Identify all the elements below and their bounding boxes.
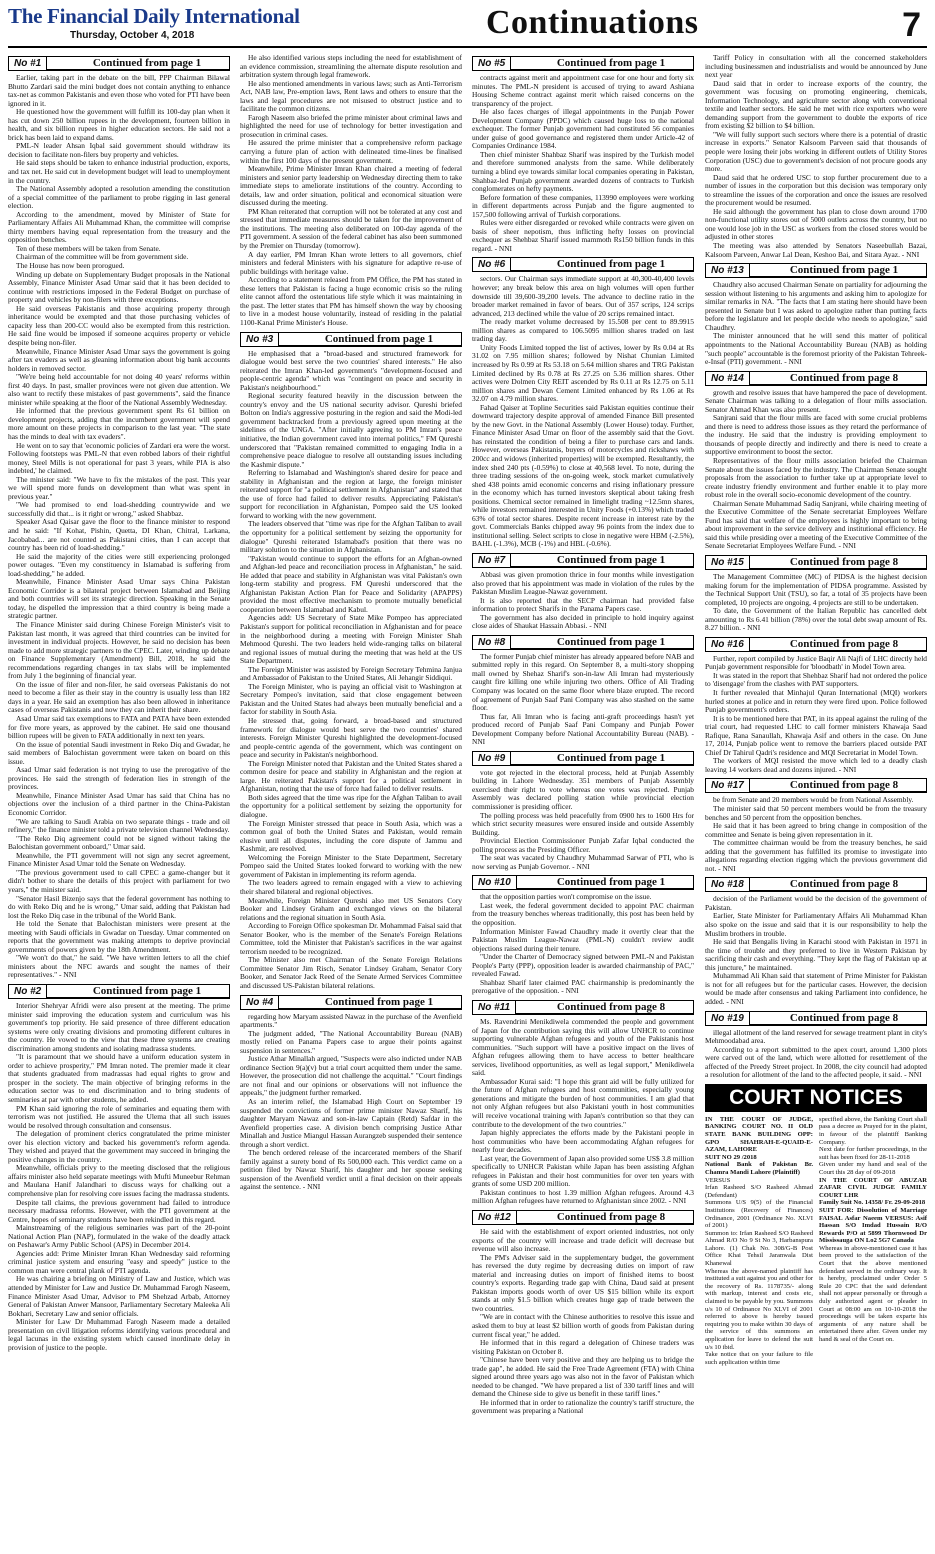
story-body: [472, 653, 694, 747]
paragraph: PM Khan said ignoring the role of seminaries and equating them with terrorism was not justified. He assured the Ulema that all such issues would be resolved through consultation and consensus.: [8, 1103, 230, 1130]
paragraph: He said although the government has plan to close down around 1700 non-functional utility stores out of 5000 outlets across the country, but no one would lose job in the USC as workers from the closed stores would be adjusted in other stores: [705, 206, 927, 242]
paragraph: Last year, the Government of Japan also provided some US$ 3.8 million specifically to UNHCR Pakistan while Japan has been assisting Afghan refugees in Pakistan and their host communities for over ten years with grants of some USD 200 million.: [472, 1153, 694, 1189]
paragraph: According to a report submitted to the apex court, around 1,300 plots were carved out of the land, which were allotted for resettlement of the affected of the Preedy Street project. In 2008, the city council had adopted a resolution for allotment of the land to the affected people, it said. - NNI: [705, 1044, 927, 1080]
notice-line: National Bank of Pakistan Br. Chamra Mandi Lahore (Plaintiff): [705, 1161, 813, 1176]
paragraph: He said that it has been agreed to bring change in composition of the committee and Senate is being given representation in it.: [705, 821, 927, 839]
story-number: No #16: [706, 638, 750, 651]
paragraph: It is to be mentioned here that PAT, in its appeal against the ruling of the trial court, had requested LHC to call former ministers Khawaja Saad Rafique, Rana Sanaullah, Khawaja Asif and others in the case. On June 17, 2014, Punjab police went to remove the barriers placed outside PAT Chief Dr Tahirul Qadri's residence and MQI Secretariat in Model Town.: [705, 713, 927, 757]
story-number: No #3: [241, 333, 279, 346]
paragraph: He said that Bengalis living in Karachi stood with Pakistan in 1971 in the time of trouble and they preferred to live in Western Pakistan by sacrificing their cash and everything. "They kept the flag of Pakistan up at this juncture," he maintained.: [705, 937, 927, 972]
story-number: No #11: [473, 1001, 516, 1014]
story-body: [705, 895, 927, 1006]
notice-line: Whereas the above-named plaintiff has instituted a suit against you and other for the recovery of Rs. 1178735/- along with markup, interest and costs etc, claimed to be payable by you. Summons u/s 10 of Ordinance No XLVI of 2001 referred to above is hereby issued requiring you to make within 30 days of the service of this summons an application for leave to defend the suit u/s 10 ibid.: [705, 1267, 813, 1351]
paragraph: The minister said: "We have to fix the mistakes of the past. This year we will spend more funds on development than what was spent in previous year.": [8, 474, 230, 501]
paragraph: He emphasised that a "broad-based and structured framework for dialogue would best serve the two countries' shared interests." He also reiterated the Imran Khan-led government's "development-focused and people-centric agenda" which was "contingent on peace and security in Pakistan's neighbourhood.": [240, 348, 462, 392]
paragraph: Meanwhile, Finance Minister Asad Umar says the government is going after tax evaders as well as gleaning information about big bank accounts holders in removed sector.: [8, 346, 230, 373]
continuation-header: [705, 263, 927, 278]
paragraph: It is also reported that the SECP chairman had provided false information to protect Sharifs in the Panama Papers case.: [472, 595, 694, 614]
continuation-header: [472, 1210, 694, 1225]
paragraph: "We are in contact with the Chinese authorities to resolve this issue and asked them to buy at least $2 billion worth of goods from Pakistan during current fiscal year," he added.: [472, 1312, 694, 1339]
paragraph: As an interim relief, the Islamabad High Court on September 19 suspended the convictions of former prime minister Nawaz Sharif, his daughter Maryam Nawaz and son-in-law Captain (Retd) Safdar in the Avenfield properties case. A division bench comprising Justice Athar Minallah and Justice Miangul Hassan Aurangzeb suspended their sentence through a short verdict.: [240, 1096, 462, 1149]
paragraph: It was stated in the report that Shehbaz Sharif had not ordered the police to 'disengage' from the clashes with PAT supporters.: [705, 670, 927, 689]
story: [705, 778, 927, 873]
story: [472, 56, 694, 253]
story-number: No #17: [706, 779, 750, 792]
continued-label: Continued from page 1: [789, 264, 899, 277]
notice-line: Take notice that on your failure to file such application within time: [705, 1351, 813, 1366]
paragraph: The polling process was held peacefully from 0900 hrs to 1600 Hrs for which strict security measures were ensured inside and outside Assembly Building.: [472, 810, 694, 837]
paragraph: The committee chairman would be from the treasury benches, he said adding that the government has fulfilled its promise to investigate into allegations regarding election rigging which the previous government did not. - NNI: [705, 838, 927, 873]
paragraph: Ms. Ravendrini Menikdiwela commended the people and government of Japan for the contribution saying this will allow UNHCR to continue supporting vulnerable Afghan refugees and youth of the Pakistanis host communities. "Such support will have a positive impact on the lives of Afghan refugees allowing them to have access to better healthcare services, livelihood opportunities, as well as legal support," Menikdiwela said.: [472, 1016, 694, 1078]
paragraph: "The previous government used to call CPEC a game-changer but it didn't bother to share the details of this project with parliament for two years," the minister said.: [8, 867, 230, 894]
paragraph: He also identified various steps including the need for establishment of an evidence commission, streamlining the alternate dispute resolution and arbitration system through legal framework.: [240, 54, 462, 80]
continued-label: Continued from page 8: [556, 1210, 666, 1223]
continuation-header: [8, 56, 230, 71]
paragraph: The leaders observed that "time was ripe for the Afghan Taliban to avail the opportunity for a political settlement by seizing the opportunity for dialogue" Qureshi reiterated Islamabad's position that there was no military solution to the situation in Afghanistan.: [240, 519, 462, 555]
continuation-header: [705, 555, 927, 570]
paragraph: "We had promised to end load-shedding countrywide and we successfully did that... is it right or wrong," asked Shabbaz.: [8, 500, 230, 518]
paragraph: The PM's Adviser said in the supplementary budget, the government has reversed the duty regime by decreasing duties on import of raw material and increasing duties on import of finished items to boost country's exports. Regarding trade gap with China, Daud said at present Pakistan imports goods worth of over US $15 billion while its export stands at only $1.5 billion which creates huge gap of trade between the two countries.: [472, 1252, 694, 1313]
continuation-header: [705, 778, 927, 793]
paragraph: The National Assembly adopted a resolution amending the constitution of a special committee of the parliament to probe rigging in last general election.: [8, 184, 230, 211]
paragraph: The workers of MQI resisted the move which led to a deadly clash leaving 14 workers dead and dozens injured. - NNI: [705, 756, 927, 774]
story: [472, 257, 694, 549]
story-body: [705, 281, 927, 366]
paragraph: A day earlier, PM Imran Khan wrote letters to all governors, chief ministers and federal Ministers with his signature for adaptive re-use of public buildings with heritage value.: [240, 249, 462, 276]
paragraph: Both sides agreed that the time was ripe for the Afghan Taliban to avail the opportunity for a political settlement by seizing the opportunity for dialogue.: [240, 792, 462, 820]
notice-line: Next date for further proceedings, in the suit has been fixed for 28-11-2018: [819, 1146, 927, 1161]
paragraph: Daud said that in order to increase exports of the country, the government was focusing on promoting engineering, chemicals, Information Technology, and agriculture sector along with conventional textile and leather sectors. He said he met with rice exporters who were demanding support from the government to double the exports of rice from existing $2 billion to $4 billion.: [705, 78, 927, 131]
paragraph: be from Senate and 20 members would be from National Assembly.: [713, 795, 914, 805]
continued-label: Continued from page 1: [556, 751, 666, 764]
story: [472, 635, 694, 747]
continued-label: Continued from page 1: [556, 635, 666, 648]
paragraph: Ambassador Kurai said: "I hope this grant aid will be fully utilized for the future of Afghan refugees and host communities, especially young generations and mitigate the burden of host communities. I am glad that not only Afghan refugees but also Pakistani youth in host communities will receive vocational training with Japan's contribution so that they can contribute to the development of the two countries.": [472, 1076, 694, 1129]
story-body: [705, 389, 927, 551]
paragraph: He informed that in this regard a delegation of Chinese traders was visiting Pakistan on October 8.: [472, 1338, 694, 1356]
story: [705, 263, 927, 366]
notice-line: SUIT NO 29 /2018: [705, 1153, 757, 1161]
continued-label: Continued from page 1: [556, 553, 666, 566]
notice-line: Summon to: Irfan Rasheed S/O Rasheed Ahmad R/O No 9 St No 3, Harbanspura Lahore. (1) Chak No. 308/G-B Post Office Khai Tehsil Jaranwala Dist Khanewal: [705, 1229, 813, 1268]
column-4-stories: [705, 54, 927, 1080]
paragraph: Interior Shehryar Afridi were also present at the meeting. The prime minister said improving the education system and curriculum was his government's top priority. He said presence of three different education systems were only creating divisions and promoting different cultures in the country. He vowed to the view that these three systems are creating discrimination among students and isolating madrassa students.: [8, 1000, 230, 1053]
story-number: No #13: [706, 264, 750, 277]
masthead: [8, 4, 927, 48]
paragraph: The minister said that 50 percent members would be from the treasury benches and 50 percent from the opposition benches.: [705, 804, 927, 822]
notice-line: Family Suit No. 14358/ Fr. 29-09-2018: [819, 1199, 926, 1207]
paragraph: The bench ordered release of the incarcerated members of the Sharif family against a surety bond of Rs 500,000 each. This verdict came on a petition filed by Nawaz Sharif, his daughter and her spouse seeking suspension of the Avenfield verdict until a final decision on their appeals against the sentence. - NNI: [240, 1148, 462, 1192]
continued-label: Continued from page 8: [789, 371, 899, 384]
notice-line: IN THE COURT OF JUDGE, BANKING COURT NO. II OLD STATE BANK BUILDING OPP: GPO SHAHRAH-E-QUAID-E-AZAM, LAHORE: [705, 1115, 813, 1154]
story-number: No #5: [473, 57, 511, 70]
paragraph: He said steps should be taken to enhance industrial production, exports, and tax net. He said cut in development budget will lead to unemployment in the country.: [8, 158, 230, 185]
paragraph: The two leaders agreed to remain engaged with a view to achieving their shared bilateral and regional objectives.: [240, 878, 462, 896]
story-number: No #2: [9, 985, 47, 998]
story: [472, 553, 694, 631]
story-number: No #8: [473, 636, 511, 649]
paragraph: "We will fully support such sectors where there is a potential of drastic increase in exports." Senator Kalsoom Parveen said that thousands of people were losing their jobs working in different outlets of Utility Stores Corporation (USC) due to government's decision of not procure goods any more.: [705, 129, 927, 174]
story-body: [472, 74, 694, 253]
paragraph: The meeting was also attended by Senators Naseebullah Bazai, Kalsoom Parveen, Anwar Lal Dean, Keshoo Bai, and Sitara Ayaz. - NNI: [705, 241, 927, 259]
continuation-header: [240, 995, 462, 1010]
continuation-header: [705, 1011, 927, 1026]
continuation-header: [8, 984, 230, 999]
continued-label: Continued from page 8: [789, 878, 899, 891]
continued-label: Continued from page 8: [789, 1011, 899, 1024]
story: [8, 56, 230, 980]
story-number: No #7: [473, 554, 511, 567]
paragraph: The Foreign Minister, who is paying an official visit to Washington at Secretary Pompeo's invitation, said that close engagement between Pakistan and the United States had always been mutually beneficial and a factor for stability in South Asia.: [240, 681, 462, 717]
paragraph: He informed that in order to rationalize the country's tariff structure, the government was preparing a National: [472, 1397, 694, 1416]
paragraph: Mainstreaming of the religious seminaries was part of the 20-point National Action Plan (NAP), formulated in the wake of the deadly attack on Peshawar's Army Public School (APS) in December 2014.: [8, 1223, 230, 1250]
paragraph: Information Minister Fawad Chaudhry made it overtly clear that the Pakistan Muslim League-Nawaz (PML-N) couldn't review audit objections raised during their tenure.: [472, 926, 694, 953]
paragraph: Rules were either disregarded or revoked while contracts were given on basis of sheer nepotism, thus inflicting hefty losses on provincial exchequer as Shehbaz Sharif issued mammoth Rs150 billion funds in this regard. - NNI: [472, 218, 694, 253]
continuation-header: [705, 877, 927, 892]
continuation-header: [472, 1000, 694, 1015]
story-body: [8, 1002, 230, 1352]
notice-line: IN THE COURT OF ABUZAR ZAFAR CIVIL JUDGE FAMILY COURT LHR: [819, 1176, 927, 1199]
paragraph: "Chinese have been very positive and they are helping us to bridge the trade gap", he added. He said the Free Trade Agreement (FTA) with China signed around three years ago was also not in the favor of Pakistan which needed to be changed. "We have prepared a list of 330 tariff lines and will demand the Chinese side to give us benefit in these tariff lines.": [472, 1355, 694, 1399]
story: [705, 555, 927, 633]
continuation-header: [472, 553, 694, 568]
story-body: [705, 573, 927, 633]
paragraph: Before formation of these companies, 113990 employees were working in different departments across Punjab and the figure augmented to 157,500 following arrival of Turkish corporations.: [472, 192, 694, 219]
paragraph: He was chairing a briefing on Ministry of Law and Justice, which was attended by Minister for Law and Justice Dr. Muhammad Farogh Naseem, Finance Minister Asad Umar, Advisor to PM Shehzad Arbab, Attorney General of Pakistan Anwer Mansoor, Parliamentary Secretary Maleeka Ali Bokhari, Secretary Law and senior officials.: [8, 1274, 230, 1318]
paragraph: Meanwhile, the PTI government will not sign any secret agreement, Finance Minister Asad Umar told the Senate on Wednesday.: [8, 850, 230, 869]
continued-label: Continued from page 1: [556, 57, 666, 69]
court-notices: [705, 1116, 927, 1367]
continuation-header: [472, 56, 694, 71]
paragraph: Earlier, State Minister for Parliamentary Affairs Ali Muhammad Khan also spoke on the issue and said that it is our responsibility to help the Muslim brothers in trouble.: [705, 911, 927, 938]
story-number: No #10: [473, 876, 517, 889]
story-number: No #15: [706, 556, 750, 569]
continuation-header: [240, 332, 462, 347]
notice-line: Given under my hand and seal of the Court this 28 day of 09-2018: [819, 1161, 927, 1176]
paragraph: The House has now been prorogued.: [16, 261, 125, 271]
paragraph: Chaudhry also accused Chairman Senate on partiality for adjourning the session without listening to his arguments and asking him to apologize for similar remarks in NA. "The facts that I am stating here should have been presented in Senate but I was asked to apologize rather than putting facts before the legislature and let people decide who needs to apologize," said Chaudhry.: [705, 280, 927, 332]
story-body: [472, 893, 694, 996]
paragraph: He stressed that, going forward, a broad-based and structured framework for dialogue would best serve the two countries' shared interests. Foreign Minister Qureshi highlighted the development-focused and people-centric agenda of the government, which was contingent on peace and security in Pakistan's neighborhood.: [240, 716, 462, 760]
continued-label: Continued from page 8: [789, 637, 899, 650]
paragraph: The government has also decided in principle to hold inquiry against close aides of Shaukat Hassain Abbasi. - NNI: [472, 612, 694, 631]
story-number: No #6: [473, 258, 511, 271]
column-2: [240, 54, 462, 1550]
paragraph: It further revealed that Minhajul Quran International (MQI) workers hurled stones at police and in return they were fired upon. Police followed Punjab government's orders.: [705, 688, 927, 715]
paragraph: growth and resolve issues that have hampered the pace of development. Senate Chairman was talking to a delegation of flour mills association. Senator Ahmad Khan was also present.: [705, 387, 927, 414]
paragraph: To date, the Government of the Italian Republic has cancelled debt amounting to Rs 6.41 billion (78%) over the total debt swap amount of Rs. 8.27 billion. - NNI: [705, 606, 927, 633]
paragraph: According to the amendment, moved by Minister of State for Parliamentary Affairs Ali Muhammad Khan, the committee will comprise thirty members having equal representation from the treasury and the opposition benches.: [8, 209, 230, 245]
story: [705, 637, 927, 775]
paragraph: Chairman Senate Muhammad Sadiq Sanjrani, while chairing meeting of the Executive Committee of the Senate secretariat Employees Welfare Fund has said that welfare of the employees is highly important to bring about improvement in the service delivery and institutional efficiency. He said this while presiding over a meeting of the Executive Committee of the Senate Secretariat Employees Welfare Fund. - NNI: [705, 498, 927, 551]
story-number: No #4: [241, 996, 279, 1009]
continuation-header: [472, 635, 694, 650]
column-3: [472, 54, 694, 1550]
paragraph: Fahad Qaiser at Topline Securities said Pakistan equities continue their downward trajectory despite approval of amended Finance Bill presented by the new Govt. in the National Assembly (Lower House) today. Further, Finance Minister Asad Umar on floor of the assembly said that the Govt. has reinstated the condition of being a filer to purchase cars and lands. However, overseas Pakistanis, buyers of motorcycles and rickshaws with 200cc and widows (inherited properties) will be exempted. Resultantly, the index shed 240 pts (-0.59%) to close at 40,568 level. To note, during the three trading sessions of the on-going week, stock market cumulatively shed 438 points amid economic concerns and rising inflationary pressure in the economy which has turned investors skeptical about taking fresh positions. Chemical sector remained in limelight trading ~12.5mn shares, while investors remained interested in Unity Foods (+0.13%) which traded 63% of total sector shares. Despite recent increase in interest rate by the govt. Commercials Banks chipped away 96 points from the index due to institutional selling. Select scripts to close in negative were HBM (-2.5%), BAHL (-1.3%), MCB (-1%) and HBL (-0.6%).: [472, 402, 694, 549]
paragraph: Asad Umar said federation is not trying to use the prerogative of the provinces. He said the strength of federation lies in strength of the provinces.: [8, 765, 230, 792]
notice-line: Irfan Rasheed S/O Rasheed Ahmad (Defendant): [705, 1184, 813, 1199]
story-body: [705, 54, 927, 259]
paragraph: PML-N leader Ahsan Iqbal said government should withdraw its decision to facilitate non-filers buy property and vehicles.: [8, 141, 230, 159]
continued-label: Continued from page 1: [556, 258, 666, 271]
paragraph: sectors. Our Chairman says immediate support at 40,300-40,400 levels however; any break below this area on high volumes will open further downside till 39,600-39,200 levels. The advance to decline ratio in the broader market remained in favor of bears. Out of 357 scrips, 124 scrips advanced, 213 declined while the value of 20 scrips remained intact.: [472, 274, 694, 318]
paragraph: According to Foreign Office spokesman Dr. Mohammad Faisal said that Senator Booker, who is the member of the Senate's Foreign Relations Committee, told the Minister that Pakistan's sacrifices in the war against terrorism needed to be recognized.: [240, 921, 462, 956]
paragraph: Speaker Asad Qaisar gave the floor to the finance minister to respond and he said: "If Kohat, Pishin, Quetta, DI Khan, Chitral, Larkana, Jacobabad... are not counted as Pakistani cities, than I can accept that country has been rid of load-shedding.": [8, 517, 230, 553]
paragraph: Ten of these members will be taken from Senate.: [16, 243, 161, 253]
story: [472, 1000, 694, 1206]
paragraph: "We won't do that," he said. "We have written letters to all the chief ministers about the NFC awards and sought the names of their representatives." - NNI: [8, 953, 230, 980]
paragraph: Japan highly appreciates the efforts made by the Pakistani people in host communities who have been accommodating Afghan refugees for nearly four decades.: [472, 1128, 694, 1155]
paragraph: He assured the prime minister that a comprehensive reform package carrying a future plan of action with delineated time-lines be finalised within the first 100 days of the present government.: [240, 138, 462, 165]
paragraph: that the opposition parties won't compromise on the issue.: [480, 892, 652, 902]
paragraph: Referring to Islamabad and Washington's shared desire for peace and stability in Afghanistan and the region at large, the foreign minister reiterated support for "a political settlement in Afghanistan" and stated that the use of force had failed to deliver results. Appreciating Pakistan's support for reconciliation in Afghanistan, Pompeo said the US looked forward to working with the new government.: [240, 468, 462, 520]
story: [705, 371, 927, 551]
story: [472, 875, 694, 996]
paragraph: The Finance Minister said during Chinese Foreign Minister's visit to Pakistan last month, it was agreed that third countries can be invited for investment in individual projects. However, he said no decision has been made to add more strategic partners to the CPEC. Later, winding up debate on Finance Supplementary (Amendment) Bill, 2018, he said the recommendations regarding changes in tax slabs will be implemented from July 1 the beginning of financial year.: [8, 620, 230, 681]
paragraph: Farogh Naseem also briefed the prime minister about criminal laws and highlighted the need for use of technology for better investigation and prosecution in criminal cases.: [240, 112, 462, 139]
continuation-header: [472, 875, 694, 890]
story-number: No #12: [473, 1211, 517, 1224]
story: [705, 877, 927, 1006]
continued-label: Continued from page 1: [92, 984, 202, 997]
paragraph: Provincial Election Commissioner Punjab Zafar Iqbal conducted the polling process as the Presiding Officer.: [472, 836, 694, 854]
paragraph: He said with the establishment of export oriented industries, not only exports of the country will increase and trade deficit will decrease but revenue will also increase.: [472, 1226, 694, 1254]
paragraph: Despite tall claims, the previous government had failed to introduce necessary madrassa reforms. However, with the PTI government at the Centre, hopes of seminary students have been rekindled in this regard.: [8, 1197, 230, 1224]
paragraph: The minister announced that he will send this matter of political appointments to the National Accountability Bureau (NAB) as holding "such people" accountable is the foremost priority of the Pakistan Tehreek-e-Insaf (PTI) government. - NNI: [705, 331, 927, 367]
paragraph: Agencies add: US Secretary of State Mike Pompeo has appreciated Pakistan's support for political reconciliation in Afghanistan and for peace in the neighborhood during a meeting with Foreign Minister Shah Mehmood Qureshi. The two leaders held wide-ranging talks on bilateral and regional issues of mutual during the meeting that was held at the US State Department.: [240, 613, 462, 666]
paragraph: He also faces charges of illegal appointments in the Punjab Power Development Company (PPDC) which caused huge loss to the national exchequer. The former Punjab government had constituted 56 companies under guise of good governance and registered them under Article-42 of Companies Ordinance 1984.: [472, 107, 694, 151]
paragraph: Agencies add: Prime Minister Imran Khan Wednesday said reforming criminal justice system and ensuring "easy and speedy" justice to the common man were central plank of PTI agenda.: [8, 1248, 230, 1275]
paragraph: vote got rejected in the electoral process, held at Punjab Assembly building in Lahore Wednesday. 351 members of Punjab Assembly exercised their right to vote whereas one votes was rejected. Punjab Assembly was declared polling station while provincial election commissioner is presiding officer.: [472, 767, 694, 812]
paragraph: Earlier, taking part in the debate on the bill, PPP Chairman Bilawal Bhutto Zardari said the mini budget does not contain anything to enhance tax-net as common Pakistanis and even those who voted for PTI have been ignored in it.: [8, 73, 230, 108]
paragraph: "It is paramount that we should have a uniform education system in order to achieve prosperity," PM Imran noted. The premier made it clear that students graduated from madrassas had equal rights to grow and prosper in the society. The main objective of bringing reforms in the education sector was to end discrimination and to bring students of seminaries at par with other students, he added.: [8, 1052, 230, 1104]
paragraph: He said the majority of the cities were still experiencing prolonged power outages. "Even my constituency in Islamabad is suffering from load-shedding," he added.: [8, 551, 230, 578]
paragraph: He questioned how the government will fulfill its 100-day plan when it has cut down 250 billion rupees in the development, fourteen billion in health, and six billion rupees in higher education sectors. He said not a brick has been laid to expand dams.: [8, 107, 230, 142]
story: [240, 332, 462, 991]
paragraph: Minister for Law Dr Muhammad Farogh Naseem made a detailed presentation on civil litigation reforms identifying various procedural and legal lacunas in the existing system which caused inordinate delay in provision of justice to the people.: [8, 1317, 230, 1352]
continued-label: Continued from page 1: [324, 995, 434, 1008]
story: [705, 54, 927, 259]
story-body: [705, 796, 927, 873]
paragraph: Meanwhile, Finance Minister Asad Umar says China Pakistan Economic Corridor is a bilateral project between Islamabad and Beijing and both countries will set its strategic direction. Speaking in the Senate today, he dispelled the impression that a third country is being made a strategic partner.: [8, 577, 230, 621]
continuation-header: [705, 637, 927, 652]
paragraph: He informed that the previous government spent Rs 61 billion on development projects, adding that the incumbent government will spend more amount on these projects in comparison to the last year. "The state has the minds to deal with tax evaders".: [8, 406, 230, 441]
story-number: No #14: [706, 372, 750, 385]
story-number: No #9: [473, 752, 511, 765]
paragraph: decision of the Parliament would be the decision of the government of Pakistan.: [705, 894, 927, 912]
court-notice-left: [705, 1116, 813, 1367]
issue-date: Thursday, October 4, 2018: [70, 30, 195, 41]
paragraph: "We are talking to Saudi Arabia on two separate things - trade and oil refinery," the finance minister told a private television channel Wednesday.: [8, 816, 230, 835]
story-number: No #18: [706, 878, 750, 891]
continuation-header: [472, 257, 694, 272]
paragraph: "Senator Hasil Bizenjo says that the federal government has nothing to do with Reko Diq and he is wrong," Umar said, adding that Pakistan had lost the Reko Diq case in the tribunal of the World Bank.: [8, 893, 230, 920]
paragraph: Asad Umar said tax exemptions to FATA and PATA have been extended for five more years, as approved by the cabinet. He said one thousand billion rupees will be given to FATA additionally in next ten years.: [8, 714, 230, 741]
paragraph: The Foreign Minister stressed that peace in South Asia, which was a common goal of both the United States and Pakistan, would remain elusive until all disputes, including the core dispute of Jammu and Kashmir, are resolved.: [240, 818, 462, 854]
notice-line: SUIT FOR: Dissolution of Marriage FAISAL Asfar Naeem VERSUS: Asif Hassan S/O Imdad Hussain R/O Rewards P/O at 5899 Thornwood Dr Mississauga ON Lo2 5G7 Canada: [819, 1206, 927, 1245]
paragraph: The Management Committee (MC) of PIDSA is the highest decision making forum for the implementation of PIDSA programme. Assisted by the Technical Support Unit (TSU), so far, a total of 35 projects have been completed, 10 projects are ongoing, 4 projects are still to be undertaken.: [705, 571, 927, 607]
paragraph: On the issue of filer and non-filer, he said overseas Pakistanis do not need to become a filer as their stay in the country is usually less than 182 days in a year. He said an exemption has also been allowed in inheritance cases of overseas Pakistanis and now they can inherit their share.: [8, 679, 230, 715]
paragraph: Muhammad Ali Khan said that statement of Prime Minister for Pakistan is not for all refugees but for the particular cases. However, the decision would be made after consensus and taking Parliament into confidence, he added. - NNI: [705, 971, 927, 1006]
story-body: [240, 350, 462, 991]
court-notices-banner: COURT NOTICES: [705, 1084, 927, 1112]
paragraph: Abbasi was given promotion thrice in four months while investigation also proved that his appointment was made in violation of the rules by the Pakistan Muslim League-Nawaz government.: [472, 569, 694, 597]
paragraph: "Under the Charter of Democracy signed between PML-N and Pakistan People's Party (PPP), opposition leader is awarded chairmanship of PAC," revealed Fawad.: [472, 952, 694, 979]
continued-label: Continued from page 8: [789, 779, 899, 792]
story-number: No #1: [9, 57, 47, 70]
paragraph: Daud said that he ordered USC to stop further procurement due to a number of issues in the corporation but this decision was temporary only to streamline the issues of the corporation and once the issues are resolved the procurement would be resumed.: [705, 172, 927, 208]
paragraph: Then chief minister Shahbaz Sharif was inspired by the Turkish model and therefore summoned analysts from the same. While deliberately turning a blind eye towards similar local companies operating in Pakistan, Shahbaz-led Punjab government awarded dozens of contracts to Turkish conglomerates on hefty payments.: [472, 149, 694, 194]
paragraph: He said overseas Pakistanis and those acquiring property through inheritance would be exempted and that those purchasing vehicles of capacity less than 200-CC would also be exempted from this restriction. He said fine would be imposed if someone acquires property or vehicle despite being non-filer.: [8, 303, 230, 347]
story: [472, 1210, 694, 1416]
continued-label: Continued from page 1: [92, 57, 202, 69]
notice-line: specified above, the Banking Court shall pass a decree as Prayed for in the plaint, in favour of the plaintiff Banking Company.: [819, 1115, 927, 1146]
paragraph: PM Khan reiterated that corruption will not be tolerated at any cost and stressed that immediate measures should be taken for the improvement of the institutions. The meeting also deliberated on 100-day agenda of the PTI government. A session of the federal cabinet has also been summoned by the Premier on Thursday (tomorrow).: [240, 206, 462, 251]
notice-line: Whereas in above-mentioned case it has been proved to the satisfaction of the Court that the above mentioned defendant served in the ordinary way. It is hereby, proclaimed under Order 5 Rule 20 CPC that the said defendant shall not appear personally or through a duly authorized agent or pleader in Court at 08:00 am on 10-10-2018 the proceedings will be taken exparte his arguments of any nature shall be entertained there after. Given under my hand & seal of the Court on.: [819, 1244, 927, 1343]
paragraph: illegal allotment of the land reserved for sewage treatment plant in city's Mehmoodabad area.: [705, 1027, 927, 1046]
story-body: [705, 655, 927, 775]
page-number: 7: [902, 6, 921, 44]
continued-label: Continued from page 8: [789, 555, 899, 568]
section-title: Continuations: [486, 4, 699, 41]
continuation-header: [472, 751, 694, 766]
paragraph: The Foreign Minister noted that Pakistan and the United States shared a common desire for peace and stability in Afghanistan and the region at large. He reiterated Pakistan's support for a political settlement in Afghanistan, noting that the use of force had failed to deliver results.: [240, 758, 462, 794]
paragraph: Further, report compiled by Justice Baqir Ali Najfi of LHC directly held Punjab government responsible for 'bloodbath' in Model Town area.: [705, 653, 927, 672]
paragraph: regarding how Maryam assisted Nawaz in the purchase of the Avenfield apartments.": [240, 1011, 462, 1030]
paragraph: The ready market volume decreased by 15.508 per cent to 89.9915 million shares as compared to 106.5095 million shares traded on last trading day.: [472, 317, 694, 344]
continuation-header: [705, 371, 927, 386]
newspaper-title: The Financial Daily International: [8, 4, 300, 28]
paragraph: Unity Foods Limited topped the list of actives, lower by Rs 0.04 at Rs 31.02 on 7.95 million shares; followed by Nishat Chunian Limited increased by Rs 0.99 at Rs 53.18 on 5.64 million shares and TRG Pakistan Limited declined by Rs 0.78 at Rs 27.25 on 5.36 million shares. Other actives were Dolmen City REIT ascended by Rs 0.11 at Rs 12.75 on 5.11 million shares and Dewan Cement Limited enhanced by Rs 1.06 at Rs 32.07 on 4.79 million shares.: [472, 342, 694, 404]
paragraph: "Pakistan would continue to support the efforts for an Afghan-owned and Afghan-led peace and reconciliation process in Afghanistan," he said. He added that peace and stability in Afghanistan was vital Pakistan's own long-term stability and progress. FM Qureshi underscored that the Afghanistan Pakistan Action Plan for Peace and Solidarity (APAPPS) provided the most effective mechanism to promote mutually beneficial cooperation between Islamabad and Kabul.: [240, 553, 462, 614]
paragraph: Justice Athar Minallah argued, "Suspects were also indicted under NAB ordinance Section 9(a)(v) but a trial court acquitted them under the same. However, the prosecution did not challenge the acquittal." "Court findings are not final and our opinions or observations will not influence the appeals," the judgment further remarked.: [240, 1054, 462, 1098]
court-notice-right: [819, 1116, 927, 1367]
paragraph: "The Reko Diq agreement could not be signed without taking the Balochistan government onboard," Umar said.: [8, 833, 230, 852]
story-body: [472, 1228, 694, 1416]
story-body: [472, 571, 694, 631]
paragraph: The former Punjab chief minister has already appeared before NAB and submitted reply in this regard. On September 8, a multi-story shopping mall owned by Shehaz Sharif's son-in-law Ali Imran had mysteriously caught fire killing one while injuring two others. Office of Ali Trading Company was located on the same floor where blaze erupted. The record of agreement of Punjab Saaf Pani Company was also stashed on the same floor.: [472, 651, 694, 713]
paragraph: The Foreign Minister was assisted by Foreign Secretary Tehmina Janjua and Ambassador of Pakistan to the United States, Ali Jehangir Siddiqui.: [240, 664, 462, 683]
continued-label: Continued from page 1: [556, 876, 666, 889]
paragraph: Sanjrani said that the flour mills are faced with some crucial problems and there is need to address those issues as they retard the performance of the industry. He said that the industry is providing employment to thousands of people directly and indirectly and there is need to create a supportive environment to boost the sector.: [705, 413, 927, 457]
paragraph: He told the Senate that Balochistan ministers were present at the meeting with Saudi officials in Gwadar on Tuesday. Umar commented on reports that the government was making attempts to deprive provincial governments of powers given by the 18th Amendment.: [8, 919, 230, 954]
paragraph: Last week, the federal government decided to appoint PAC chairman from the treasury benches whereas traditionally, this post has been held by the opposition.: [472, 900, 694, 928]
paragraph: On the issue of potential Saudi investment in Reko Diq and Gwadar, he said members of Balochistan government were taken on board on this issue.: [8, 739, 230, 766]
paragraph: Representatives of the flour mills association briefed the Chairman Senate about the issues faced by the industry. The Chairman Senate sought proposals from the association to further take up at appropriate level to create industry friendly environment and further enable it to play more robust role in the overall socio-economic development of the country.: [705, 455, 927, 500]
continued-label: Continued from page 8: [556, 1000, 666, 1013]
story-body: [472, 769, 694, 872]
paragraph: Shahbaz Sharif later claimed PAC chairmanship is predominantly the prerogative of the opposition. - NNI: [472, 977, 694, 996]
paragraph: Tariff Policy in consultation with all the concerned stakeholders including businessmen and industrialists and would be announced by June next year: [705, 54, 927, 80]
column-1: [8, 54, 230, 1550]
paragraph: The delegation of prominent clerics congratulated the prime minister over his election victory and backed his government's reform agenda. They wished and prayed that the government may succeed in bringing the positive changes in the country.: [8, 1129, 230, 1164]
paragraph: The Minister also met Chairman of the Senate Foreign Relations Committee Senator Jim Risch, Senator Lindsey Graham, Senator Cory Booker, and Senator Jack Reed of the Senate Armed Services Committee and discussed US-Pakistan bilateral relations.: [240, 955, 462, 990]
paragraph: Meanwhile, Prime Minister Imran Khan chaired a meeting of federal ministers and senior party leadership on Wednesday directing them to take immediate steps to ameliorate institutions of the country. According to details, law and order situation, political and economical situation were discussed during the meeting.: [240, 164, 462, 208]
column-4: [705, 54, 927, 1550]
paragraph: He also mentioned amendments in various laws; such as Anti-Terrorism Act, NAB law, Pre-emption laws, Rent laws and others to ensure that the laws and legal procedures are not misused to obstruct justice and to facilitate the common citizens.: [240, 78, 462, 114]
story: [705, 1011, 927, 1080]
paragraph: The seat was vacated by Chaudhry Muhammad Sarwar of PTI, who is now serving as Punjab Governor. - NNI: [472, 853, 694, 871]
paragraph: Regional security featured heavily in the discussion between the country's envoy and the US national security advisor. Qureshi briefed Bolton on India's aggressive posturing in the region and said the Modi-led government backtracked from a previously agreed upon meeting at the sidelines of the UNGA. "After initially agreeing to PM Imran's peace initiative, the Indian government caved into internal politics," FM Qureshi underscored that "Pakistan remained committed to engaging India in a comprehensive peace dialogue to resolve all outstanding issues including the Kashmir dispute.": [240, 391, 462, 469]
paragraph: Welcoming the Foreign Minister to the State Department, Secretary Pompeo said the United States looked forward to working with the new government of Pakistan in implementing its reform agenda.: [240, 852, 462, 879]
paragraph: Meanwhile, Foreign Minister Qureshi also met US Senators Cory Booker and Lindsey Graham and exchanged views on the bilateral relations and the regional situation in South Asia.: [240, 895, 462, 922]
paragraph: He went on to say that 'economic policies of Zardari era were the worst. Following footsteps was PML-N that even robbed labors of their rightful money, Steel Mills is not operational for past 3 years, while PIA is also indebted,' he claimed.: [8, 440, 230, 476]
paragraph: Thus far, Ali Imran who is facing anti-graft proceedings hasn't yet produced record of Punjab Saaf Pani Company and Punjab Power Development Company before National Accountability Bureau (NAB). - NNI: [472, 711, 694, 747]
story-body: [240, 54, 462, 328]
paragraph: Meanwhile, Finance Minister Asad Umar has said that China has no objections over the inclusion of a third partner in the China-Pakistan Economic Corridor.: [8, 790, 230, 818]
story: [472, 751, 694, 872]
paragraph: Chairman of the committee will be from government side.: [16, 252, 189, 262]
story: [8, 984, 230, 1352]
notice-line: VERSUS: [705, 1176, 731, 1184]
paragraph: Meanwhile, officials privy to the meeting disclosed that the religious affairs minister also held separate meetings with Mufti Muneebur Rehman and Maulana Hanif Jalandhari to discuss ways for chalking out a comprehensive plan for resolving core issues facing the madrassa students.: [8, 1163, 230, 1198]
story-body: [472, 1018, 694, 1206]
notice-line: Summons U/S 9(5) of the Financial Institutions (Recovery of Finances) Ordinance, 2001 (Ordinance No. XLVI of 2001): [705, 1199, 813, 1230]
paragraph: "We're being held accountable for not doing 40 years' reforms within first 40 days. In past, smaller provinces were not given due attention. We also want to rectify these mistakes of past governments", said the finance minister while speaking at the floor of the National Assembly Wednesday.: [8, 372, 230, 407]
story-number: No #19: [706, 1012, 750, 1025]
paragraph: According to a statement released from PM Office, the PM has stated in these letters that Pakistan is facing a huge economic crisis so the ruling elite cannot afford the ostentatious life style which it was maintaining in the past. The letter states that PM has himself shown the way by choosing to live in a modest house voluntarily, instead of residing in the palatial 1100-Kanal Prime Minister's House.: [240, 275, 462, 327]
story-body: [8, 74, 230, 980]
paragraph: The judgment added, "The National Accountability Bureau (NAB) mostly relied on Panama Papers case to argue their points against suspension in sentences.": [240, 1028, 462, 1055]
paragraph: contracts against merit and appointment case for one hour and forty six minutes. The PML-N president is accused of trying to award Ashiana Housing Scheme contract against merit which raised concerns on the transparency of the project.: [472, 73, 694, 108]
paragraph: Pakistan continues to host 1.39 million Afghan refugees. Around 4.3 million Afghan refugees have returned to Afghanistan since 2002. - NNI: [472, 1187, 694, 1206]
story: [240, 995, 462, 1192]
paragraph: Winding up debate on Supplementary Budget proposals in the National Assembly, Finance Minister Asad Umar said that it has been decided to continue with restrictions imposed in the Federal Budget on purchase of property and vehicles by non-filers with three exceptions.: [8, 269, 230, 305]
continued-label: Continued from page 1: [324, 332, 434, 345]
story-body: [472, 275, 694, 549]
story-body: [240, 1013, 462, 1192]
story-body: [705, 1029, 927, 1080]
story: [240, 54, 462, 328]
